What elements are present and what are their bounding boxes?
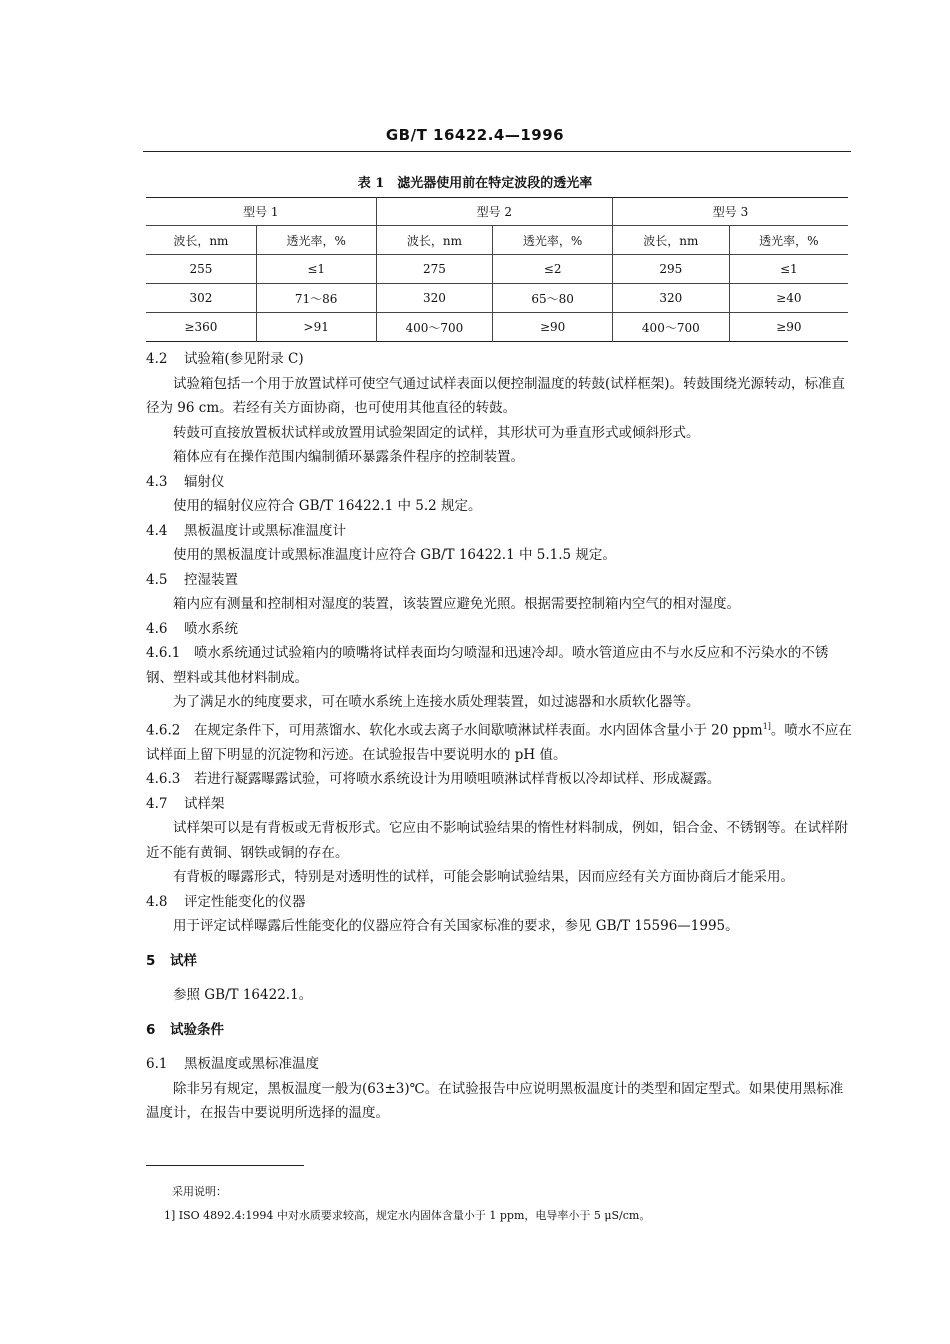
paragraph: 转鼓可直接放置板状试样或放置用试验架固定的试样，其形状可为垂直形式或倾斜形式。 bbox=[173, 424, 700, 441]
table-cell: 275 bbox=[376, 255, 493, 284]
table-cell: ≥40 bbox=[729, 284, 848, 313]
table-cell: 302 bbox=[146, 284, 256, 313]
section-heading-4-6: 4.6 喷水系统 bbox=[146, 620, 238, 637]
table-column-header: 波长，nm bbox=[613, 226, 730, 255]
table-cell: ≥90 bbox=[493, 313, 613, 342]
footnote-label: 采用说明： bbox=[172, 1185, 227, 1198]
paragraph: 有背板的曝露形式，特别是对透明性的试样，可能会影响试验结果，因而应经有关方面协商后才能采用。 bbox=[173, 869, 794, 885]
paragraph: 使用的辐射仪应符合 GB/T 16422.1 中 5.2 规定。 bbox=[173, 498, 482, 514]
table-group-header: 型号 1 bbox=[146, 198, 376, 226]
footnote-rule bbox=[146, 1165, 304, 1166]
table-cell: 65～80 bbox=[493, 284, 613, 313]
table-cell: ≥90 bbox=[729, 313, 848, 342]
paragraph: 参照 GB/T 16422.1。 bbox=[173, 987, 313, 1003]
section-heading-5: 5 试样 bbox=[146, 952, 197, 969]
table-cell: 320 bbox=[613, 284, 730, 313]
paragraph: 箱体应有在操作范围内编制循环暴露条件程序的控制装置。 bbox=[173, 449, 524, 465]
table-cell: ≤1 bbox=[256, 255, 376, 284]
page-header-standard: GB/T 16422.4—1996 bbox=[385, 126, 565, 144]
clause-4-6-3: 4.6.3 若进行凝露曝露试验，可将喷水系统设计为用喷咀喷淋试样背板以冷却试样、形成凝露。 bbox=[146, 771, 721, 787]
section-heading-4-3: 4.3 辐射仪 bbox=[146, 473, 225, 490]
table-row bbox=[146, 255, 848, 284]
table-cell: 400～700 bbox=[613, 313, 730, 342]
paragraph: 箱内应有测量和控制相对湿度的装置，该装置应避免光照。根据需要控制箱内空气的相对湿度。 bbox=[173, 596, 740, 612]
table-group-header: 型号 3 bbox=[613, 198, 848, 226]
section-heading-4-7: 4.7 试样架 bbox=[146, 795, 225, 812]
section-heading-4-5: 4.5 控湿装置 bbox=[146, 571, 238, 588]
table-column-header: 波长，nm bbox=[376, 226, 493, 255]
section-heading-4-2: 4.2 试验箱(参见附录 C) bbox=[146, 351, 304, 367]
table-cell: ≥360 bbox=[146, 313, 256, 342]
table-row bbox=[146, 313, 848, 342]
table-column-header: 透光率，% bbox=[729, 226, 848, 255]
table-cell: 320 bbox=[376, 284, 493, 313]
table-caption: 表 1 滤光器使用前在特定波段的透光率 bbox=[357, 176, 593, 191]
document-body bbox=[146, 347, 852, 1126]
section-heading-4-8: 4.8 评定性能变化的仪器 bbox=[146, 893, 306, 910]
table-cell: 400～700 bbox=[376, 313, 493, 342]
footnote-ref: 1] bbox=[762, 721, 771, 731]
section-heading-6-1: 6.1 黑板温度或黑标准温度 bbox=[146, 1056, 319, 1072]
table-cell: 295 bbox=[613, 255, 730, 284]
section-heading-6: 6 试验条件 bbox=[146, 1021, 224, 1038]
paragraph: 使用的黑板温度计或黑标准温度计应符合 GB/T 16422.1 中 5.1.5 规定。 bbox=[173, 547, 616, 563]
paragraph: 试样架可以是有背板或无背板形式。它应由不影响试验结果的惰性材料制成，例如，铝合金、不锈钢等。在试样附近不能有黄铜、钢铁或铜的存在。 bbox=[146, 820, 848, 861]
table-column-header: 透光率，% bbox=[256, 226, 376, 255]
table-group-header: 型号 2 bbox=[376, 198, 612, 226]
table-cell: ≤2 bbox=[493, 255, 613, 284]
header-rule bbox=[143, 151, 851, 152]
table-cell: 255 bbox=[146, 255, 256, 284]
paragraph: 除非另有规定，黑板温度一般为(63±3)℃。在试验报告中应说明黑板温度计的类型和固定型式。如果使用黑标准温度计，在报告中要说明所选择的温度。 bbox=[146, 1080, 844, 1121]
footnotes bbox=[164, 1180, 842, 1228]
table-cell: >91 bbox=[256, 313, 376, 342]
clause-4-6-2: 4.6.2 在规定条件下，可用蒸馏水、软化水或去离子水间歇喷淋试样表面。水内固体含量小于 20 ppm$^{1]}$。喷水不应在试样面上留下明显的沉淀物和污迹。在试验报告中要说明水的 pH 值。 bbox=[146, 721, 852, 763]
paragraph: 用于评定试样曝露后性能变化的仪器应符合有关国家标准的要求，参见 GB/T 15596—1995。 bbox=[173, 918, 739, 934]
transmittance-table bbox=[146, 197, 848, 342]
footnote-text: 1] ISO 4892.4:1994 中对水质要求较高，规定水内固体含量小于 1 ppm，电导率小于 5 μS/cm。 bbox=[164, 1209, 651, 1222]
table-cell: 71～86 bbox=[256, 284, 376, 313]
table-cell: ≤1 bbox=[729, 255, 848, 284]
table-column-header: 波长，nm bbox=[146, 226, 256, 255]
table-column-header: 透光率，% bbox=[493, 226, 613, 255]
section-heading-4-4: 4.4 黑板温度计或黑标准温度计 bbox=[146, 522, 346, 539]
clause-4-6-1: 4.6.1 喷水系统通过试验箱内的喷嘴将试样表面均匀喷湿和迅速冷却。喷水管道应由不与水反应和不污染水的不锈钢、塑料或其他材料制成。 bbox=[146, 645, 829, 686]
paragraph: 试验箱包括一个用于放置试样可使空气通过试样表面以便控制温度的转鼓(试样框架)。转鼓围绕光源转动，标准直径为 96 cm。若经有关方面协商，也可使用其他直径的转鼓。 bbox=[146, 375, 846, 416]
table-row bbox=[146, 284, 848, 313]
paragraph: 为了满足水的纯度要求，可在喷水系统上连接水质处理装置，如过滤器和水质软化器等。 bbox=[173, 694, 700, 710]
